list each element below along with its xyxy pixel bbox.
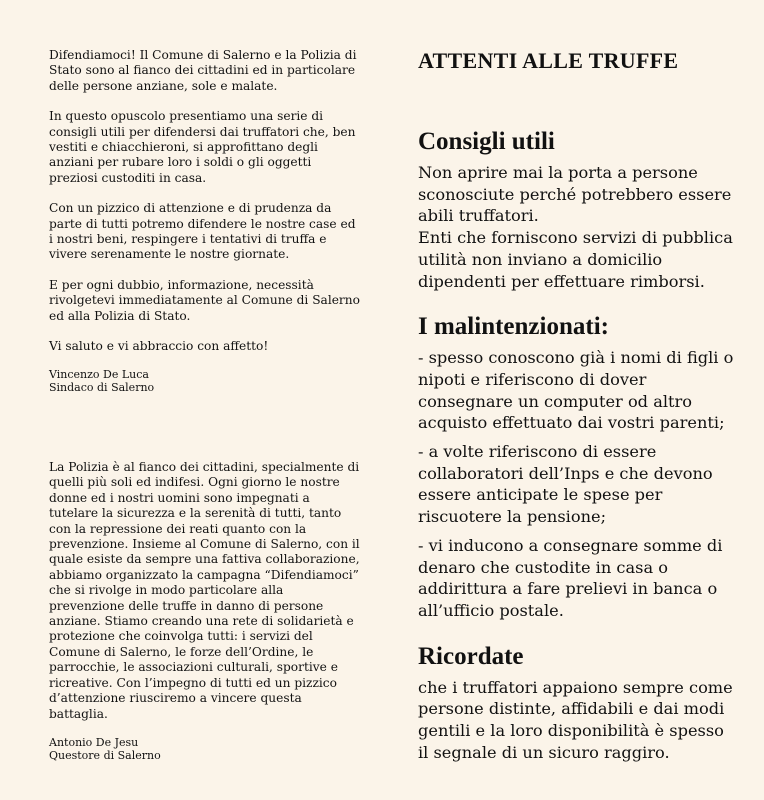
consigli-text-1: Non aprire mai la porta a persone sconosciute perché potrebbero essere abili truffatori. <box>418 163 732 226</box>
consigli-section <box>418 128 738 292</box>
questore-paragraph: La Polizia è al fianco dei cittadini, specialmente di quelli più soli ed indifesi. Ogni giorno le nostre donne ed i nostri uomini sono impegnati a tutelare la sicurezza e la serenità di tutti, tanto con la repressione dei reati quanto con la prevenzione. Insieme al Comune di Salerno, con il quale esiste da sempre una fattiva collaborazione, abbiamo organizzato la campagna “Difendiamoci” che si rivolge in modo particolare alla prevenzione delle truffe in danno di persone anziane. Stiamo creando una rete di solidarietà e protezione che coinvolga tutti: i servizi del Comune di Salerno, le forze dell’Ordine, le parrocchie, le associazioni culturali, sportive e ricreative. Con l’impegno di tutti ed un pizzico d’attenzione riusciremo a vincere questa battaglia. <box>49 460 360 721</box>
mayor-paragraph-1: Difendiamoci! Il Comune di Salerno e la Polizia di Stato sono al fianco dei cittadini ed in particolare delle persone anziane, sole e malate. <box>49 48 357 93</box>
mayor-paragraph-3: Con un pizzico di attenzione e di prudenza da parte di tutti potremo difendere le nostre case ed i nostri beni, respingere i tentativi di truffa e vivere serenamente le nostre giornate. <box>49 201 356 262</box>
mayor-paragraph-4: E per ogni dubbio, informazione, necessità rivolgetevi immediatamente al Comune di Salerno ed alla Polizia di Stato. <box>49 277 360 323</box>
page-title: ATTENTI ALLE TRUFFE <box>418 48 679 73</box>
mayor-signature-role: Sindaco di Salerno <box>49 381 155 394</box>
ricordate-text: che i truffatori appaiono sempre come persone distinte, affidabili e dai modi gentili e la loro disponibilità è spesso il segnale di un sicuro raggiro. <box>418 677 733 762</box>
malintenzionati-item-3: - vi inducono a consegnare somme di denaro che custodite in casa o addirittura a fare prelievi in banca o all’ufficio postale. <box>418 535 723 620</box>
malintenzionati-item-1: - spesso conoscono già i nomi di figli o nipoti e riferiscono di dover consegnare un computer od altro acquisto effettuato dai vostri parenti; <box>418 348 734 433</box>
malintenzionati-item-2: - a volte riferiscono di essere collaboratori dell’Inps e che devono essere anticipate le spese per riscuotere la pensione; <box>418 442 713 527</box>
ricordate-section <box>418 643 738 764</box>
questore-letter <box>49 460 361 763</box>
malintenzionati-heading: I malintenzionati: <box>418 313 609 341</box>
right-column <box>418 48 738 784</box>
malintenzionati-section <box>418 313 738 621</box>
questore-signature-role: Questore di Salerno <box>49 749 161 763</box>
mayor-signature-name: Vincenzo De Luca <box>49 367 149 381</box>
mayor-paragraph-5: Vi saluto e vi abbraccio con affetto! <box>49 339 269 354</box>
consigli-text-2: Enti che forniscono servizi di pubblica utilità non inviano a domicilio dipendenti per effettuare rimborsi. <box>418 228 733 291</box>
questore-signature-name: Antonio De Jesu <box>49 735 139 749</box>
consigli-heading: Consigli utili <box>418 128 555 155</box>
ricordate-heading: Ricordate <box>418 642 524 670</box>
mayor-paragraph-2: In questo opuscolo presentiamo una serie di consigli utili per difendersi dai truffatori che, ben vestiti e chiacchieroni, si approfittano degli anziani per rubare loro i soldi o gli oggetti preziosi custoditi in casa. <box>49 109 356 185</box>
mayor-letter <box>49 48 361 395</box>
